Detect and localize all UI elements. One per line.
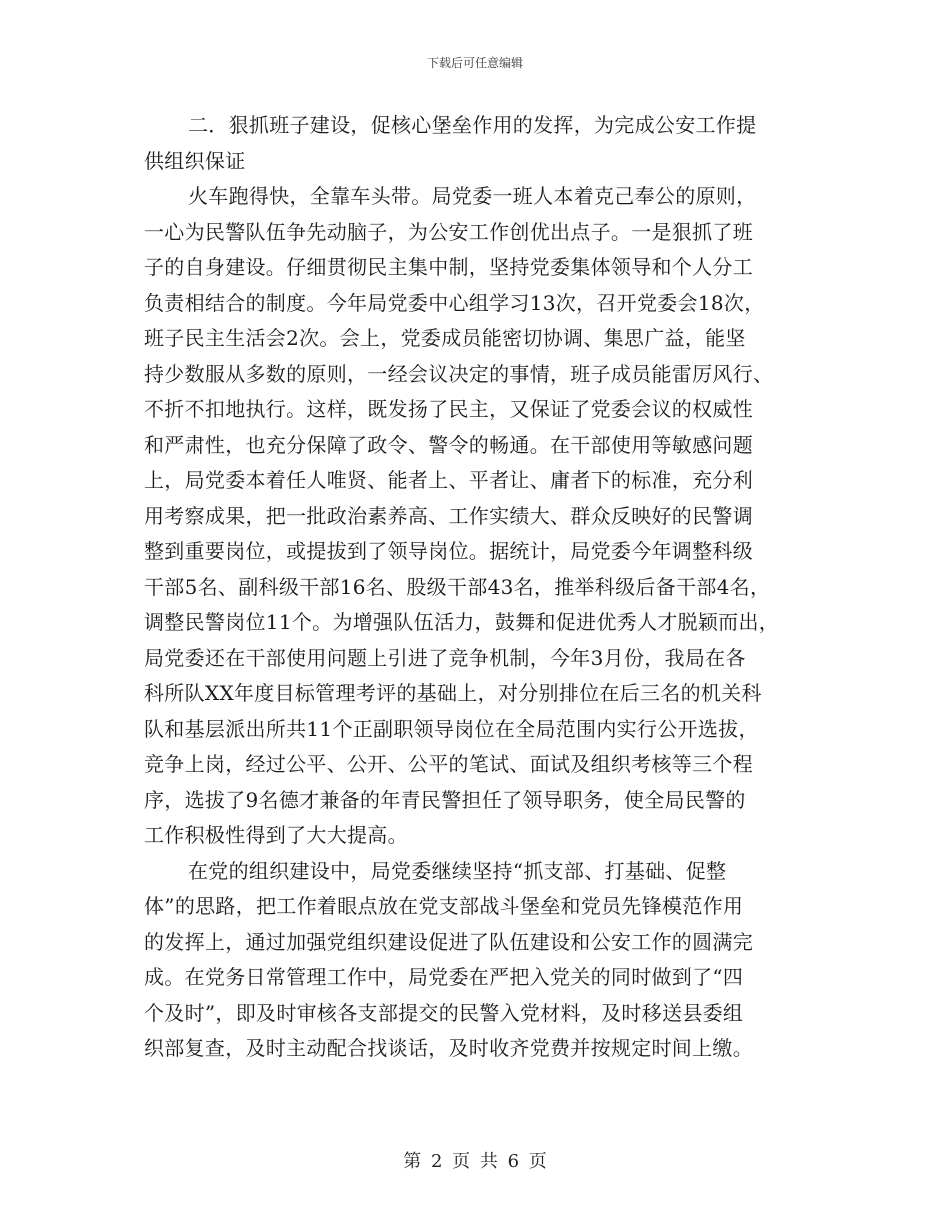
paragraph-line: 班子民主生活会2次。会上，党委成员能密切协调、集思广益，能坚 [144, 326, 746, 350]
section-heading-line-2: 供组织保证 [144, 148, 246, 173]
paragraph-line: 一心为民警队伍争先动脑子，为公安工作创优出点子。一是狠抓了班 [144, 219, 753, 244]
paragraph-line: 工作积极性得到了大大提高。 [144, 823, 408, 847]
page-number-footer: 第 2 页 共 6 页 [403, 1151, 547, 1172]
paragraph-line: 子的自身建设。仔细贯彻民主集中制，坚持党委集体领导和个人分工 [144, 255, 753, 279]
paragraph-line: 体”的思路，把工作着眼点放在党支部战斗堡垒和党员先锋模范作用 [144, 894, 744, 918]
paragraph-line: 上，局党委本着任人唯贤、能者上、平者让、庸者下的标准，充分利 [144, 468, 753, 492]
paragraph-line: 和严肃性，也充分保障了政令、警令的畅通。在干部使用等敏感问题 [144, 432, 753, 457]
paragraph-line: 织部复查，及时主动配合找谈话，及时收齐党费并按规定时间上缴。 [144, 1036, 753, 1060]
paragraph-line: 成。在党务日常管理工作中，局党委在严把入党关的同时做到了“四 [144, 965, 744, 989]
paragraph-line: 负责相结合的制度。今年局党委中心组学习13次，召开党委会18次， [144, 290, 765, 315]
paragraph-line: 用考察成果，把一批政治素养高、工作实绩大、群众反映好的民警调 [144, 503, 753, 528]
page-header-note: 下载后可任意编辑 [426, 56, 523, 70]
paragraph-line: 序，选拔了9名德才兼备的年青民警担任了领导职务，使全局民警的 [144, 787, 746, 812]
paragraph-line: 队和基层派出所共11个正副职领导岗位在全局范围内实行公开选拔， [144, 716, 759, 741]
paragraph-line: 火车跑得快，全靠车头带。局党委一班人本着克己奉公的原则， [188, 184, 757, 208]
paragraph-line: 在党的组织建设中，局党委继续坚持“抓支部、打基础、促整 [188, 858, 727, 883]
paragraph-line: 持少数服从多数的原则，一经会议决定的事情，班子成员能雷厉风行、 [144, 361, 774, 386]
document-body [144, 108, 824, 1067]
paragraph-line: 调整民警岗位11个。为增强队伍活力，鼓舞和促进优秀人才脱颖而出， [144, 610, 780, 634]
paragraph-line: 整到重要岗位，或提拔到了领导岗位。据统计，局党委今年调整科级 [144, 539, 753, 563]
paragraph-line: 局党委还在干部使用问题上引进了竞争机制，今年3月份，我局在各 [144, 645, 746, 670]
paragraph-line: 的发挥上，通过加强党组织建设促进了队伍建设和公安工作的圆满完 [144, 929, 753, 954]
paragraph-line: 干部5名、副科级干部16名、股级干部43名，推举科级后备干部4名， [144, 574, 771, 599]
paragraph-line: 个及时”，即及时审核各支部提交的民警入党材料，及时移送县委组 [144, 1000, 744, 1025]
paragraph-line: 科所队XX年度目标管理考评的基础上，对分别排位在后三名的机关科 [144, 681, 762, 705]
paragraph-line: 不折不扣地执行。这样，既发扬了民主，又保证了党委会议的权威性 [144, 397, 753, 421]
paragraph-line: 竞争上岗，经过公平、公开、公平的笔试、面试及组织考核等三个程 [144, 752, 753, 776]
section-heading-line-1: 二．狠抓班子建设，促核心堡垒作用的发挥，为完成公安工作提 [188, 113, 757, 137]
